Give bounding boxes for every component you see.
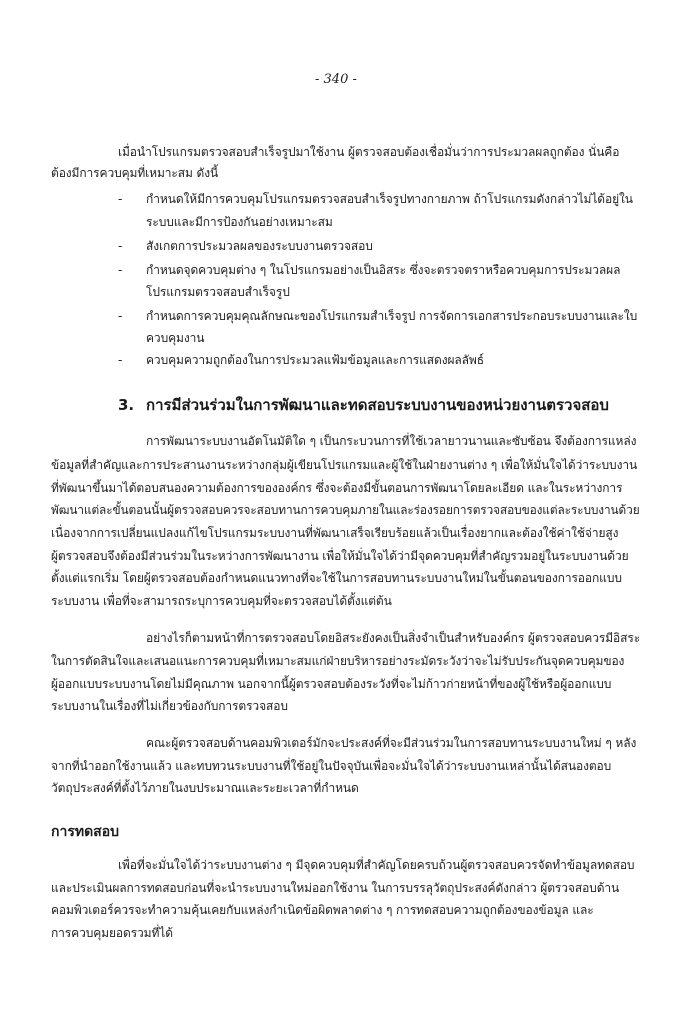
bullet-dash: - — [118, 309, 123, 323]
paragraph-line: ข้อมูลที่สำคัญและการประสานงานระหว่างกลุ่มผู้เขียนโปรแกรมและผู้ใช้ในฝ่ายงานต่าง ๆ เพื่อให้มั่นใจได้ว่าระบบงาน — [51, 458, 638, 472]
paragraph-line: พัฒนาแต่ละขั้นตอนนั้นผู้ตรวจสอบควรจะสอบทานการควบคุมภายในและร่องรอยการตรวจสอบของแต่ละระบบงานด้วย — [51, 503, 640, 517]
paragraph-line: คณะผู้ตรวจสอบด้านคอมพิวเตอร์มักจะประสงค์ที่จะมีส่วนร่วมในการสอบทานระบบงานใหม่ ๆ หลัง — [146, 736, 637, 750]
bullet-text: ควบคุมความถูกต้องในการประมวลแฟ้มข้อมูลและการแสดงผลลัพธ์ — [146, 353, 484, 367]
paragraph-line: การควบคุมยอดรวมที่ได้ — [51, 926, 173, 940]
bullet-text: กำหนดจุดควบคุมต่าง ๆ ในโปรแกรมอย่างเป็นอิสระ ซึ่งจะตรวจตราหรือควบคุมการประมวลผล — [146, 263, 621, 277]
intro-line: ต้องมีการควบคุมที่เหมาะสม ดังนี้ — [51, 166, 219, 180]
intro-line: เมื่อนำโปรแกรมตรวจสอบสำเร็จรูปมาใช้งาน ผู้ตรวจสอบต้องเชื่อมั่นว่าการประมวลผลถูกต้อง นั่นคือ — [118, 145, 620, 159]
paragraph-line: ผู้ออกแบบระบบงานโดยไม่มีคุณภาพ นอกจากนี้ผู้ตรวจสอบต้องระวังที่จะไม่ก้าวก่ายหน้าที่ของผู้ใช้หรือผู้ออกแบบ — [51, 677, 612, 691]
paragraph-line: ตั้งแต่แรกเริ่ม โดยผู้ตรวจสอบต้องกำหนดแนวทางที่จะใช้ในการสอบทานระบบงานใหม่ในขั้นตอนของการออกแบบ — [51, 571, 622, 585]
subsection-title: การทดสอบ — [51, 824, 120, 840]
paragraph-line: คอมพิวเตอร์ควรจะทำความคุ้นเคยกับแหล่งกำเนิดข้อผิดพลาดต่าง ๆ การทดสอบความถูกต้องของข้อมูล และ — [51, 903, 594, 917]
bullet-text: กำหนดการควบคุมคุณลักษณะของโปรแกรมสำเร็จรูป การจัดการเอกสารประกอบระบบงานและใบ — [146, 309, 638, 323]
paragraph-line: เพื่อที่จะมั่นใจได้ว่าระบบงานต่าง ๆ มีจุดควบคุมที่สำคัญโดยครบถ้วนผู้ตรวจสอบควรจัดทำข้อมูลทดสอบ — [118, 858, 635, 872]
bullet-text: กำหนดให้มีการควบคุมโปรแกรมตรวจสอบสำเร็จรูปทางกายภาพ ถ้าโปรแกรมดังกล่าวไม่ได้อยู่ใน — [146, 192, 633, 206]
paragraph-line: ที่พัฒนาขึ้นมาได้ตอบสนองความต้องการขององค์กร ซึ่งจะต้องมีขั้นตอนการพัฒนาโดยละเอียด และในระหว่างการ — [51, 481, 623, 495]
page-number: - 340 - — [315, 72, 357, 87]
paragraph-line: อย่างไรก็ตามหน้าที่การตรวจสอบโดยอิสระยังคงเป็นสิ่งจำเป็นสำหรับองค์กร ผู้ตรวจสอบควรมีอิสระ — [146, 631, 641, 645]
paragraph-line: ผู้ตรวจสอบจึงต้องมีส่วนร่วมในระหว่างการพัฒนางาน เพื่อให้มั่นใจได้ว่ามีจุดควบคุมที่สำคัญรวมอยู่ในระบบงานด้วย — [51, 549, 629, 563]
paragraph-line: ในการตัดสินใจและเสนอแนะการควบคุมที่เหมาะสมแก่ฝ่ายบริหารอย่างระมัดระวังว่าจะไม่รับประกันจุดควบคุมของ — [51, 654, 625, 668]
paragraph-line: จากที่นำออกใช้งานแล้ว และทบทวนระบบงานที่ใช้อยู่ในปัจจุบันเพื่อจะมั่นใจได้ว่าระบบงานเหล่านั้นได้สนองตอบ — [51, 759, 612, 773]
bullet-text: สังเกตการประมวลผลของระบบงานตรวจสอบ — [146, 239, 373, 253]
bullet-text: ควบคุมงาน — [146, 331, 205, 345]
paragraph-line: เนื่องจากการเปลี่ยนแปลงแก้ไขโปรแกรมระบบงานที่พัฒนาเสร็จเรียบร้อยแล้วเป็นเรื่องยากและต้องใช้ค่าใช้จ่ายสูง — [51, 526, 619, 540]
paragraph-line: การพัฒนาระบบงานอัตโนมัติใด ๆ เป็นกระบวนการที่ใช้เวลายาวนานและซับซ้อน จึงต้องการแหล่ง — [146, 434, 637, 448]
bullet-dash: - — [118, 239, 123, 253]
bullet-text: ระบบและมีการป้องกันอย่างเหมาะสม — [146, 215, 333, 229]
bullet-dash: - — [118, 263, 123, 277]
paragraph-line: วัตถุประสงค์ที่ตั้งไว้ภายในงบประมาณและระยะเวลาที่กำหนด — [51, 781, 359, 795]
paragraph-line: ระบบงานในเรื่องที่ไม่เกี่ยวข้องกับการตรวจสอบ — [51, 699, 288, 713]
section-title: การมีส่วนร่วมในการพัฒนาและทดสอบระบบงานของหน่วยงานตรวจสอบ — [146, 396, 609, 414]
bullet-text: โปรแกรมตรวจสอบสำเร็จรูป — [146, 285, 290, 299]
paragraph-line: และประเมินผลการทดสอบก่อนที่จะนำระบบงานใหม่ออกใช้งาน ในการบรรลุวัตถุประสงค์ดังกล่าว ผู้ตรวจสอบด้าน — [51, 881, 620, 895]
section-number: 3. — [118, 396, 135, 414]
bullet-dash: - — [118, 192, 123, 206]
bullet-dash: - — [118, 353, 123, 367]
paragraph-line: ระบบงาน เพื่อที่จะสามารถระบุการควบคุมที่จะตรวจสอบได้ตั้งแต่ต้น — [51, 594, 392, 608]
